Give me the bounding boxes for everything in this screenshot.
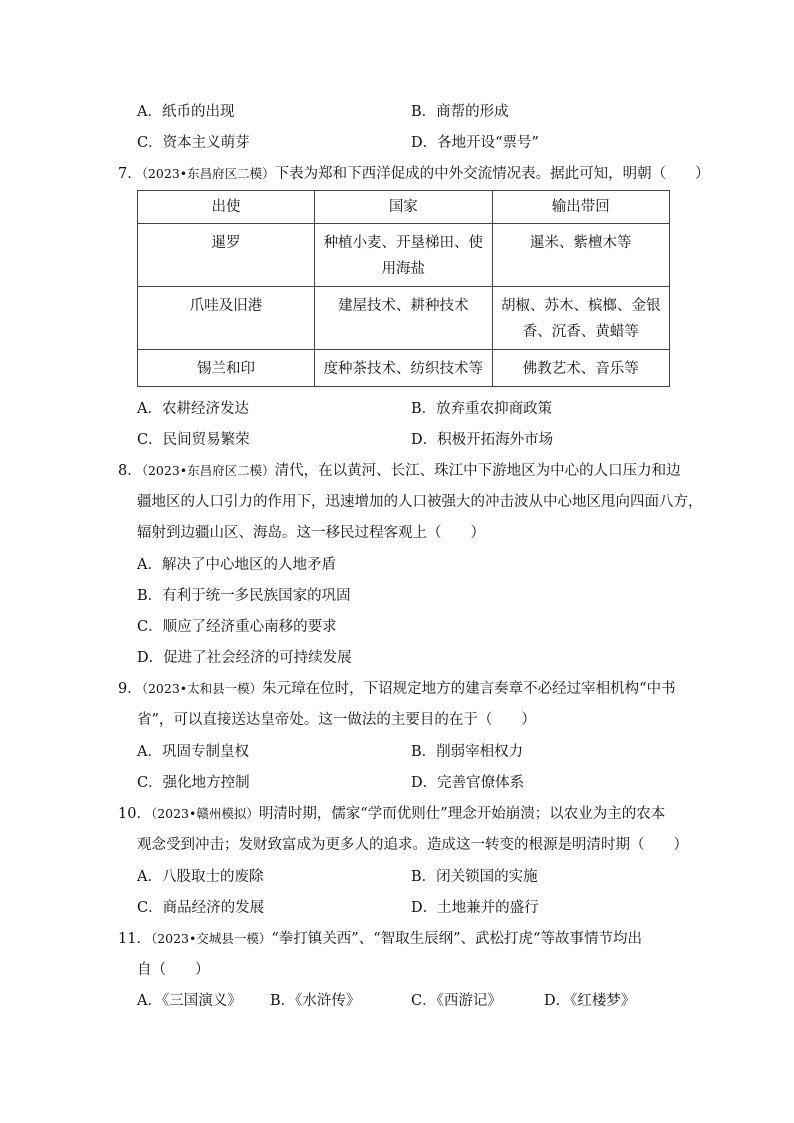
- table-row: [138, 287, 670, 350]
- q8-option-b[interactable]: B．有利于统一多民族国家的巩固: [137, 588, 351, 604]
- q10-source: （2023•赣州模拟）: [150, 806, 259, 821]
- table-header-cell: 出使: [138, 191, 315, 224]
- q11-source: （2023•交城县一模）: [150, 931, 272, 946]
- q7-option-b[interactable]: B．放弃重农抑商政策: [411, 401, 553, 417]
- table-cell: 锡兰和印: [138, 350, 315, 387]
- q8-source: （2023•东昌府区二模）: [141, 463, 275, 478]
- table-cell: 胡椒、苏木、槟榔、金银香、沉香、黄蜡等: [492, 287, 669, 350]
- table-header-cell: 国家: [315, 191, 493, 224]
- table-row: [138, 224, 670, 287]
- q6-option-b[interactable]: B．商帮的形成: [411, 104, 509, 120]
- q11-number: 11．: [118, 931, 151, 947]
- q10-option-b[interactable]: B．闭关锁国的实施: [411, 869, 538, 885]
- table-cell: 爪哇及旧港: [138, 287, 315, 350]
- table-header-cell: 输出带回: [492, 191, 669, 224]
- q9-source: （2023•太和县一模）: [141, 681, 263, 696]
- table-cell: 建屋技术、耕种技术: [315, 287, 493, 350]
- q9-text-1: 朱元璋在位时，下诏规定地方的建言奏章不必经过宰相机构“中书: [262, 681, 676, 697]
- q8-option-a[interactable]: A．解决了中心地区的人地矛盾: [137, 557, 336, 573]
- q9-option-a[interactable]: A．巩固专制皇权: [137, 744, 249, 760]
- q7-text: 下表为郑和下西洋促成的中外交流情况表。据此可知，明朝（ ）: [274, 166, 710, 182]
- table-cell: 暹米、紫檀木等: [492, 224, 669, 287]
- q10-number: 10．: [118, 806, 151, 822]
- q8-number: 8．: [118, 463, 142, 479]
- q8-stem-line-2: 疆地区的人口引力的作用下，迅速增加的人口被强大的冲击波从中心地区甩向四面八方，: [137, 494, 703, 510]
- q8-stem-line-1: [118, 461, 681, 481]
- q8-option-c[interactable]: C．顺应了经济重心南移的要求: [137, 619, 337, 635]
- q11-option-c[interactable]: C．《西游记》: [411, 993, 502, 1009]
- table-cell: 种植小麦、开垦梯田、使用海盐: [315, 224, 493, 287]
- q6-option-c[interactable]: C．资本主义萌芽: [137, 135, 250, 151]
- q7-option-a[interactable]: A．农耕经济发达: [137, 401, 249, 417]
- q11-option-d[interactable]: D．《红楼梦》: [544, 993, 636, 1009]
- q10-stem-line-1: [118, 804, 665, 824]
- q8-option-d[interactable]: D．促进了社会经济的可持续发展: [137, 650, 352, 666]
- q11-option-b[interactable]: B．《水浒传》: [270, 993, 361, 1009]
- q9-stem-line-1: [118, 679, 676, 699]
- q7-stem: [118, 164, 710, 184]
- q11-option-a[interactable]: A．《三国演义》: [137, 993, 242, 1009]
- q10-stem-line-2: 观念受到冲击；发财致富成为更多人的追求。造成这一转变的根源是明清时期（ ）: [137, 837, 688, 853]
- q10-option-c[interactable]: C．商品经济的发展: [137, 900, 265, 916]
- table-row: [138, 350, 670, 387]
- table-cell: 暹罗: [138, 224, 315, 287]
- q11-stem-line-2: 自（ ）: [137, 962, 210, 978]
- q11-text-1: “拳打镇关西”、“智取生辰纲”、武松打虎“等故事情节均出: [271, 931, 642, 947]
- q9-option-b[interactable]: B．削弱宰相权力: [411, 744, 524, 760]
- table-cell: 度种茶技术、纺织技术等: [315, 350, 493, 387]
- q7-exchange-table: [137, 190, 670, 387]
- table-header-row: [138, 191, 670, 224]
- q9-stem-line-2: 省”，可以直接送达皇帝处。这一做法的主要目的在于（ ）: [137, 712, 536, 728]
- q6-option-d[interactable]: D．各地开设“票号”: [411, 135, 539, 151]
- q8-stem-line-3: 辐射到边疆山区、海岛。这一移民过程客观上（ ）: [137, 525, 485, 541]
- q10-text-1: 明清时期，儒家“学而优则仕”理念开始崩溃；以农业为主的农本: [258, 806, 666, 822]
- q9-number: 9．: [118, 681, 142, 697]
- q11-stem-line-1: [118, 929, 642, 949]
- q10-option-a[interactable]: A．八股取士的废除: [137, 869, 264, 885]
- q9-option-c[interactable]: C．强化地方控制: [137, 775, 250, 791]
- q10-option-d[interactable]: D．土地兼并的盛行: [411, 900, 539, 916]
- q7-option-d[interactable]: D．积极开拓海外市场: [411, 432, 554, 448]
- table-cell: 佛教艺术、音乐等: [492, 350, 669, 387]
- q7-source: （2023•东昌府区二模）: [141, 166, 275, 181]
- q8-text-1: 清代，在以黄河、长江、珠江中下游地区为中心的人口压力和边: [274, 463, 681, 479]
- q9-option-d[interactable]: D．完善官僚体系: [411, 775, 525, 791]
- q7-number: 7．: [118, 166, 142, 182]
- q7-option-c[interactable]: C．民间贸易繁荣: [137, 432, 250, 448]
- q6-option-a[interactable]: A．纸币的出现: [137, 104, 235, 120]
